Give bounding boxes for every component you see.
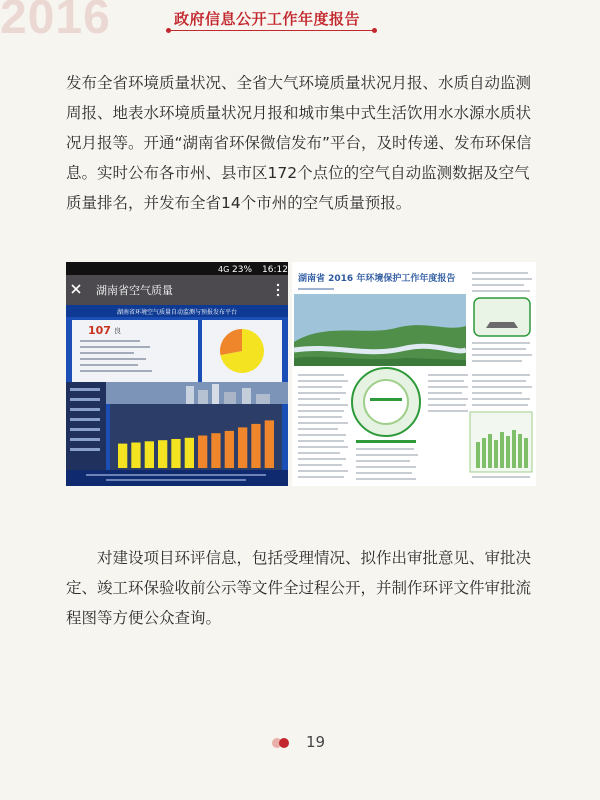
pie-chart bbox=[220, 329, 264, 373]
aqi-label: 良 bbox=[114, 327, 121, 335]
aqi-bar bbox=[158, 440, 167, 468]
status-battery: 23% bbox=[232, 265, 253, 275]
page-dot-active bbox=[279, 738, 289, 748]
aqi-bar bbox=[225, 431, 234, 468]
report-title: 湖南省 2016 年环境保护工作年度报告 bbox=[298, 274, 456, 284]
platform-title: 湖南省环境空气质量自动监测与预报发布平台 bbox=[116, 309, 238, 316]
report-images bbox=[66, 262, 536, 486]
more-vertical-icon[interactable] bbox=[277, 284, 279, 296]
paragraph-eia-disclosure: 对建设项目环评信息，包括受理情况、拟作出审批意见、审批决定、竣工环保验收前公示等文件全过程公开，并制作环评文件审批流程图等方便公众查询。 bbox=[66, 549, 532, 627]
aqi-bar bbox=[198, 436, 207, 469]
report-mini-chart bbox=[470, 412, 532, 472]
aqi-bar bbox=[265, 420, 274, 468]
status-signal: 4G bbox=[218, 265, 230, 274]
header-year: 2016 bbox=[0, 0, 111, 44]
report-spread bbox=[292, 262, 536, 486]
aqi-bar bbox=[131, 443, 140, 469]
app-title: 湖南省空气质量 bbox=[96, 284, 173, 297]
aqi-bar bbox=[251, 424, 260, 468]
aqi-bar bbox=[211, 433, 220, 468]
aqi-bar bbox=[145, 441, 154, 468]
header-title: 政府信息公开工作年度报告 bbox=[174, 10, 361, 28]
aqi-bar bbox=[185, 438, 194, 468]
aqi-bar bbox=[118, 444, 127, 468]
phone-screenshot bbox=[66, 262, 288, 486]
page-number: 19 bbox=[306, 733, 326, 751]
header-dot-right bbox=[372, 28, 377, 33]
aqi-bar bbox=[238, 427, 247, 468]
image-composite bbox=[66, 262, 536, 486]
header-dot-left bbox=[166, 28, 171, 33]
header-underline bbox=[168, 30, 374, 31]
aqi-bar bbox=[171, 439, 180, 468]
aqi-value: 107 bbox=[88, 324, 111, 337]
status-time: 16:12 bbox=[262, 265, 288, 275]
paragraph-environment-quality: 发布全省环境质量状况、全省大气环境质量状况月报、水质自动监测周报、地表水环境质量状况月报和城市集中式生活饮用水水源水质状况月报等。开通“湖南省环保微信发布”平台，及时传递、发布环保信息。实时公布各市州、县市区172个点位的空气自动监测数据及空气质量排名，并发布全省14个市州的空气质量预报。 bbox=[66, 74, 532, 212]
